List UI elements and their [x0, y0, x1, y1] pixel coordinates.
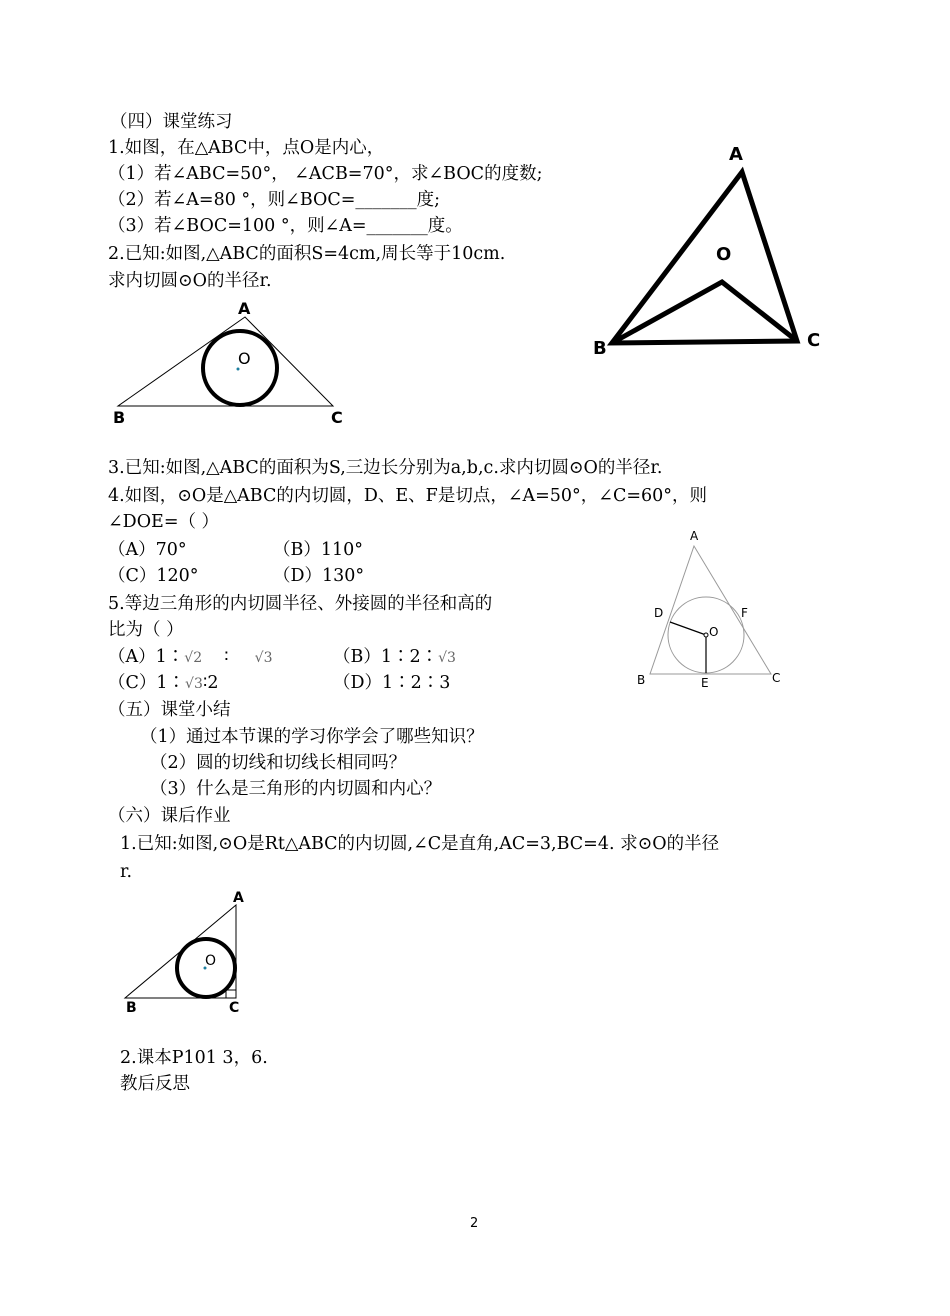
sqrt-3: √3 — [254, 650, 273, 666]
label-c: C — [807, 330, 821, 351]
question-1: 1.如图，在△ABC中，点O是内心， — [108, 138, 385, 158]
center-point — [704, 633, 708, 637]
teaching-reflection: 教后反思 — [120, 1074, 190, 1094]
segments-bo-co — [612, 282, 797, 343]
question-2-line-2: 求内切圆⊙O的半径r. — [108, 271, 272, 291]
radius-od — [670, 622, 706, 635]
option-text: ∶2 — [202, 673, 219, 693]
label-b: B — [593, 338, 607, 359]
homework-1-line-2: r. — [120, 862, 133, 882]
label-c: C — [772, 671, 781, 685]
label-a: A — [690, 529, 699, 543]
incircle — [203, 331, 277, 405]
sqrt-3: √3 — [438, 650, 456, 666]
summary-item-1: （1）通过本节课的学习你学会了哪些知识？ — [140, 727, 484, 747]
question-3: 3.已知:如图,△ABC的面积为S,三边长分别为a,b,c.求内切圆⊙O的半径r. — [108, 458, 663, 478]
option-text: （A）1∶ — [108, 647, 185, 667]
question-5-line-1: 5.等边三角形的内切圆半径、外接圆的半径和高的 — [108, 594, 493, 614]
figure-right-triangle-incircle — [125, 890, 244, 1016]
page-number: 2 — [470, 1216, 479, 1231]
label-a: A — [238, 299, 251, 318]
question-5-option-d: （D）1∶2∶3 — [333, 673, 451, 693]
label-a: A — [729, 144, 743, 165]
label-o: O — [205, 953, 217, 969]
question-1-part-3: （3）若∠BOC=100 °，则∠A=_______度。 — [108, 216, 463, 236]
option-text: （C）1∶ — [108, 673, 186, 693]
label-b: B — [113, 408, 126, 427]
triangle-abc — [650, 546, 771, 674]
summary-item-3: （3）什么是三角形的内切圆和内心？ — [150, 779, 442, 799]
label-c: C — [229, 1000, 240, 1016]
homework-2: 2.课本P101 3，6. — [120, 1048, 268, 1068]
question-2-line-1: 2.已知:如图,△ABC的面积S=4cm,周长等于10cm. — [108, 244, 506, 264]
sqrt-2: √2 — [184, 650, 203, 666]
label-f: F — [741, 606, 748, 620]
question-4-option-c: （C）120° — [108, 566, 199, 586]
question-5-line-2: 比为（ ） — [108, 620, 184, 640]
section4-heading: （四）课堂练习 — [110, 112, 233, 132]
label-o: O — [716, 244, 732, 265]
label-o: O — [709, 625, 719, 639]
right-angle-mark — [226, 990, 236, 998]
question-1-part-2: （2）若∠A=80 °，则∠BOC=_______度; — [108, 190, 441, 210]
label-e: E — [701, 676, 709, 690]
question-1-part-1: （1）若∠ABC=50°， ∠ACB=70°，求∠BOC的度数; — [108, 164, 543, 184]
ratio-colon: ∶ — [224, 647, 229, 667]
figure-tangent-points — [637, 529, 780, 690]
label-b: B — [126, 1000, 137, 1016]
homework-1-line-1: 1.已知:如图,⊙O是Rt△ABC的内切圆,∠C是直角,AC=3,BC=4. 求⊙O的半径 — [120, 834, 720, 854]
question-4-line-1: 4.如图，⊙O是△ABC的内切圆，D、E、F是切点，∠A=50°，∠C=60°，则 — [108, 486, 708, 506]
label-a: A — [233, 890, 244, 906]
label-c: C — [331, 408, 343, 427]
question-4-line-2: ∠DOE=（ ） — [108, 512, 220, 532]
option-text: （B）1∶2∶ — [333, 647, 439, 667]
label-o: O — [238, 349, 251, 368]
question-4-option-d: （D）130° — [273, 566, 365, 586]
section5-heading: （五）课堂小结 — [108, 700, 231, 720]
section6-heading: （六）课后作业 — [108, 806, 231, 826]
sqrt-3: √3 — [185, 676, 203, 692]
figure-incircle-triangle — [113, 299, 343, 427]
label-b: B — [637, 673, 646, 687]
triangle-abc — [118, 317, 333, 406]
question-4-option-b: （B）110° — [273, 540, 364, 560]
question-4-option-a: （A）70° — [108, 540, 187, 560]
figure-incenter-triangle — [593, 144, 820, 359]
label-d: D — [654, 606, 664, 620]
summary-item-2: （2）圆的切线和切线长相同吗？ — [150, 753, 407, 773]
